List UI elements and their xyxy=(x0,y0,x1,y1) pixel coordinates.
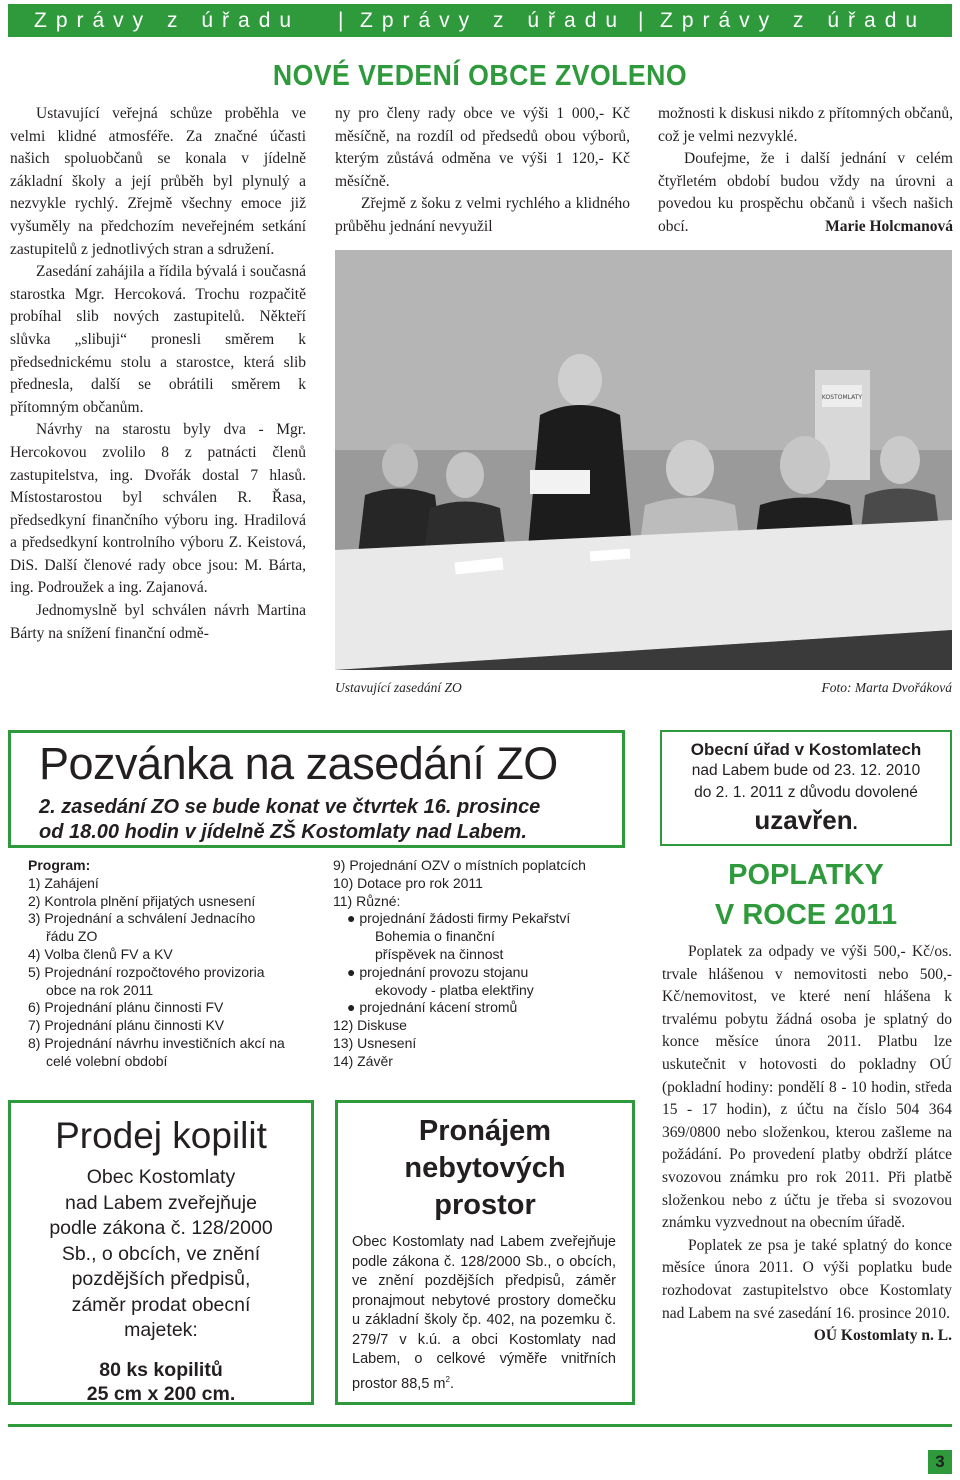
program-item: řádu ZO xyxy=(46,928,98,945)
program-item: 11) Různé: xyxy=(333,892,401,909)
notice-line: nad Labem bude od 23. 12. 2010 xyxy=(691,762,921,779)
invitation-subtitle-line: 2. zasedání ZO se bude konat ve čtvrtek 16. prosince xyxy=(39,796,541,818)
kopilit-sale-box xyxy=(8,1100,314,1405)
program-item: 2) Kontrola plnění přijatých usnesení xyxy=(28,892,256,909)
program-item: 4) Volba členů FV a KV xyxy=(28,945,173,962)
article-paragraph: Návrhy na starostu byly dva - Mgr. Hercokovou zvolilo 8 z patnácti členů zastupitelstva, ing. Dvořák dostal 7 hlasů. Místostarostou byl schválen R. Řasa, předsedkyní finančního výboru ing. Hradilová a předsedkyní kontrolního výboru Z. Keistová, DiS. Další členové rady obce jsou: M. Bárta, ing. Podroužek a ing. Zajanová. xyxy=(10,421,306,597)
invitation-title: Pozvánka na zasedání ZO xyxy=(39,738,558,789)
photo-sign: KOSTOMLATY xyxy=(821,394,863,401)
invitation-subtitle-line: od 18.00 hodin v jídelně ZŠ Kostomlaty nad Labem. xyxy=(39,821,527,843)
program-item: 13) Usnesení xyxy=(333,1034,417,1051)
article-paragraph: Zřejmě z šoku z velmi rychlého a klidného průběhu jednání nevyužil xyxy=(335,195,630,235)
fees-text xyxy=(662,941,952,1348)
bullet-icon: ● xyxy=(347,999,360,1016)
kopilit-title: Prodej kopilit xyxy=(55,1115,267,1156)
fees-paragraph: Poplatek za odpady ve výši 500,- Kč/os. trvale hlášenou v nemovitosti nebo 500,- Kč/nemovitost, ve které není hlášena k trvalému pobytu žádná osoba je splatný do konce měsíce února 2011. Platbu lze uskutečnit v hotovosti do pokladny OÚ (pokladní hodiny: pondělí 8 - 10 hodin, středa 15 - 17 hodin), z účtu na číslo 504 364 369/0800 nebo složenkou, kterou zašleme na požádání. Po provedení platby obdrží plátce svozovou známku pro rok 2011. Při platbě složenkou nebo z účtu je třeba si svozovou známku vyzvednout na obecním úřadě. xyxy=(662,943,952,1232)
bullet-icon: ● xyxy=(347,910,360,927)
program-subitem: Bohemia o finanční xyxy=(375,928,495,945)
photo-caption: Ustavující zasedání ZO xyxy=(335,680,462,695)
program-subitem: projednání provozu stojanu xyxy=(359,963,529,980)
meeting-photo xyxy=(335,250,952,670)
kopilit-body-line: Sb., o obcích, ve znění xyxy=(61,1242,261,1265)
program-subitem: příspěvek na činnost xyxy=(375,945,504,962)
program-item: 6) Projednání plánu činnosti FV xyxy=(28,999,224,1016)
rental-title xyxy=(338,1113,632,1224)
kopilit-spec-1: 80 ks kopilitů xyxy=(99,1358,223,1381)
program-list-left xyxy=(28,857,318,1071)
fees-title-line-1: POPLATKY xyxy=(728,859,884,891)
fees-signature: OÚ Kostomlaty n. L. xyxy=(813,1327,952,1345)
banner-text-3: Zprávy z úřadu xyxy=(660,9,927,32)
invitation-subtitle xyxy=(39,795,540,845)
kopilit-spec-2: 25 cm x 200 cm. xyxy=(86,1382,236,1405)
article-paragraph: Ustavující veřejná schůze proběhla ve velmi klidné atmosféře. Za značné účasti našich spoluobčanů se konala v jídelně základní školy a její průběh byl plynulý a nezvykle rychlý. Zřejmě všechny emoce již vyšuměly na předchozím neveřejném setkání zastupitelů z jednotlivých stran a sdružení. xyxy=(10,105,306,258)
program-subitem: projednání kácení stromů xyxy=(359,999,518,1016)
article-column-1 xyxy=(10,103,306,645)
rental-title-line: prostor xyxy=(434,1189,536,1221)
article-paragraph: Doufejme, že i další jednání v celém čtyřletém období budou vždy na úrovni a povedou ku prospěchu občanů i všech našich obcí. xyxy=(658,150,953,235)
kopilit-body-line: nad Labem zveřejňuje xyxy=(65,1191,257,1214)
program-item: celé volební období xyxy=(46,1052,168,1069)
program-label: Program: xyxy=(28,857,91,873)
program-list-right xyxy=(333,857,633,1071)
program-item: 1) Zahájení xyxy=(28,874,99,891)
article-headline: NOVÉ VEDENÍ OBCE ZVOLENO xyxy=(272,60,688,92)
program-subitem: projednání žádosti firmy Pekařství xyxy=(359,910,571,927)
rental-body-text: Obec Kostomlaty nad Labem zveřejňuje podle zákona č. 128/2000 Sb., o obcích, ve znění pozdějších předpisů, záměr pronajmout nebytové prostory domečku u základní školy čp. 402, na pozemku č. 279/7 v k.ú. a obci Kostomlaty nad Labem, o celkové výměře vnitřních prostor 88,5 m xyxy=(352,1234,616,1392)
kopilit-body-line: pozdějších předpisů, xyxy=(71,1268,251,1290)
rental-title-line: Pronájem xyxy=(418,1115,552,1147)
notice-closed-word: uzavřen xyxy=(754,805,853,835)
rental-body-end: . xyxy=(449,1375,454,1392)
program-item: 7) Projednání plánu činnosti KV xyxy=(28,1017,225,1034)
meeting-photo-illustration xyxy=(335,250,952,670)
kopilit-body xyxy=(11,1165,311,1344)
kopilit-body-line: záměr prodat obecní xyxy=(71,1293,251,1316)
program-item: 8) Projednání návrhu investičních akcí na xyxy=(28,1034,285,1051)
page-number: 3 xyxy=(928,1450,952,1474)
program-item: 3) Projednání a schválení Jednacího xyxy=(28,910,256,927)
notice-line: do 2. 1. 2011 z důvodu dovolené xyxy=(694,784,918,801)
article-author: Marie Holcmanová xyxy=(825,217,953,235)
notice-closed-dot: . xyxy=(852,813,858,833)
article-column-3 xyxy=(658,103,953,239)
program-item: obce na rok 2011 xyxy=(46,981,154,998)
rental-offer-box xyxy=(335,1100,635,1405)
rental-body-sup: 2 xyxy=(445,1374,450,1384)
kopilit-body-line: majetek: xyxy=(124,1319,198,1341)
bullet-icon: ● xyxy=(347,963,360,980)
photo-credit: Foto: Marta Dvořáková xyxy=(821,680,952,695)
banner-text-1: Zprávy z úřadu xyxy=(34,9,301,32)
program-item: 10) Dotace pro rok 2011 xyxy=(333,874,483,891)
program-item: 12) Diskuse xyxy=(333,1017,407,1034)
fees-paragraph: Poplatek ze psa je také splatný do konce měsíce února 2011. O výši poplatku bude rozhodovat zastupitelstvo obce Kostomlaty nad Labem na své zasedání 16. prosince 2010. xyxy=(662,1236,952,1322)
kopilit-body-line: podle zákona č. 128/2000 xyxy=(49,1217,273,1239)
section-banner xyxy=(8,4,952,37)
article-paragraph: Zasedání zahájila a řídila bývalá i současná starostka Mgr. Hercoková. Trochu rozpačitě probíhal slib nových zastupitelů. Někteří slůvka „slibuji“ pronesli směrem k předsednickému stolu a starostce, která slib přednesla, další se obrátili směrem k přítomným občanům. xyxy=(10,263,306,416)
program-item: 9) Projednání OZV o místních poplatcích xyxy=(333,857,586,873)
notice-title: Obecní úřad v Kostomlatech xyxy=(690,740,922,759)
rental-title-line: nebytových xyxy=(404,1152,566,1184)
invitation-box xyxy=(8,730,625,848)
kopilit-body-line: Obec Kostomlaty xyxy=(86,1166,236,1188)
rental-body xyxy=(338,1224,632,1394)
article-paragraph: možnosti k diskusi nikdo z přítomných občanů, což je velmi nezvyklé. xyxy=(658,105,953,145)
footer-rule xyxy=(8,1424,952,1427)
program-subitem: ekovody - platba elektřiny xyxy=(375,981,534,998)
program-item: 14) Závěr xyxy=(333,1052,393,1069)
banner-divider-2: | xyxy=(638,9,653,32)
article-paragraph: ny pro členy rady obce ve výši 1 000,- Kč měsíčně, na rozdíl od předsedů obou výborů, kterým zůstává odměna ve výši 1 120,- Kč měsíčně. xyxy=(335,105,630,190)
banner-text-2: Zprávy z úřadu xyxy=(360,9,627,32)
article-paragraph: Jednomyslně byl schválen návrh Martina Bárty na snížení finanční odmě- xyxy=(10,602,306,642)
office-closed-notice xyxy=(660,730,952,846)
fees-title-line-2: V ROCE 2011 xyxy=(714,899,898,931)
banner-divider-1: | xyxy=(338,9,353,32)
program-item: 5) Projednání rozpočtového provizoria xyxy=(28,963,265,980)
article-column-2 xyxy=(335,103,630,239)
